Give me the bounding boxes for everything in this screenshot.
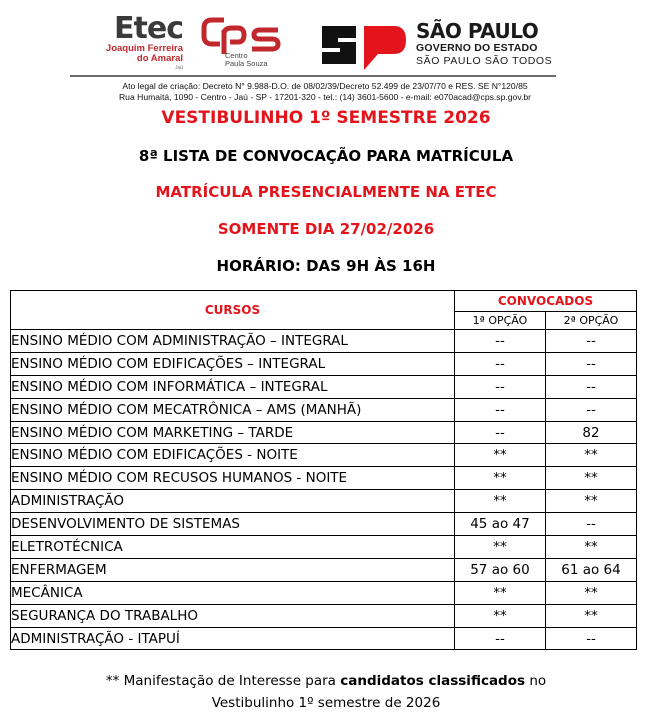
cell-curso: SEGURANÇA DO TRABALHO (11, 604, 455, 627)
footnote (0, 670, 652, 714)
header-opcao-2: 2ª OPÇÃO (545, 312, 636, 330)
table-row (11, 421, 637, 444)
sp-logo-icon (316, 20, 408, 70)
title-vestibulinho: VESTIBULINHO 1º SEMESTRE 2026 (161, 108, 491, 128)
header-cursos: CURSOS (11, 291, 455, 330)
cell-curso: ADMINISTRAÇÃO - ITAPUÍ (11, 627, 455, 650)
cell-curso: ENSINO MÉDIO COM EDIFICAÇÕES – INTEGRAL (11, 352, 455, 375)
cps-logo-caption (225, 52, 268, 68)
cell-opcao-2: -- (545, 513, 636, 536)
cell-curso: ENFERMAGEM (11, 558, 455, 581)
etec-logo-line2: do Amaral (136, 53, 183, 64)
table-row (11, 536, 637, 559)
cell-opcao-2: ** (545, 536, 636, 559)
cell-curso: ENSINO MÉDIO COM MECATRÔNICA – AMS (MANHÃ) (11, 398, 455, 421)
cell-curso: ENSINO MÉDIO COM EDIFICAÇÕES - NOITE (11, 444, 455, 467)
cell-opcao-1: -- (454, 330, 545, 353)
cell-curso: ENSINO MÉDIO COM INFORMÁTICA – INTEGRAL (11, 375, 455, 398)
table-header-row (11, 291, 637, 312)
cell-opcao-2: -- (545, 352, 636, 375)
cell-opcao-2: 61 ao 64 (545, 558, 636, 581)
table-body (11, 330, 637, 650)
sp-logo-line1: GOVERNO DO ESTADO (416, 42, 538, 54)
cps-logo-line1: Centro (225, 51, 248, 60)
cell-opcao-1: ** (454, 604, 545, 627)
legal-info (60, 81, 590, 102)
cell-opcao-2: ** (545, 444, 636, 467)
title-lista: 8ª LISTA DE CONVOCAÇÃO PARA MATRÍCULA (138, 147, 514, 165)
cell-opcao-1: -- (454, 375, 545, 398)
cell-opcao-2: ** (545, 604, 636, 627)
cell-curso: DESENVOLVIMENTO DE SISTEMAS (11, 513, 455, 536)
table-row (11, 352, 637, 375)
cell-opcao-2: -- (545, 398, 636, 421)
footnote-suffix: no (525, 673, 547, 689)
table-row (11, 558, 637, 581)
etec-logo (103, 11, 183, 72)
title-presencial: MATRÍCULA PRESENCIALMENTE NA ETEC (155, 183, 497, 201)
cell-curso: ENSINO MÉDIO COM ADMINISTRAÇÃO – INTEGRAL (11, 330, 455, 353)
cell-opcao-1: -- (454, 398, 545, 421)
convocation-table (10, 290, 637, 650)
cell-curso: ENSINO MÉDIO COM MARKETING – TARDE (11, 421, 455, 444)
footnote-line-2: Vestibulinho 1º semestre de 2026 (211, 695, 441, 711)
header-opcao-1: 1ª OPÇÃO (454, 312, 545, 330)
cell-opcao-1: ** (454, 444, 545, 467)
cell-opcao-2: ** (545, 490, 636, 513)
cell-opcao-2: 82 (545, 421, 636, 444)
sp-logo-line2: SÃO PAULO SÃO TODOS (416, 55, 553, 67)
cell-opcao-1: ** (454, 536, 545, 559)
table-row (11, 581, 637, 604)
legal-line-2: Rua Humaitá, 1090 - Centro - Jaú - SP - 17201-320 - tel.: (14) 3601-5600 - e-mail: e070acad@cps.sp.gov.br (118, 91, 532, 102)
header-divider (70, 75, 556, 77)
cps-logo-line2: Paula Souza (225, 59, 268, 68)
table-row (11, 627, 637, 650)
cell-curso: MECÂNICA (11, 581, 455, 604)
header-logos (0, 0, 652, 76)
table-row (11, 604, 637, 627)
etec-logo-line1: Joaquim Ferreira (105, 43, 183, 54)
footnote-line-1 (0, 670, 652, 692)
table-row (11, 467, 637, 490)
cell-opcao-1: ** (454, 490, 545, 513)
cell-opcao-1: 57 ao 60 (454, 558, 545, 581)
sao-paulo-logo (316, 20, 556, 72)
etec-logo-city: Jaú (174, 65, 183, 71)
table-row (11, 330, 637, 353)
cell-opcao-1: -- (454, 627, 545, 650)
title-data: SOMENTE DIA 27/02/2026 (217, 220, 435, 238)
legal-line-1: Ato legal de criação: Decreto N° 9.988-D.O. de 08/02/39/Decreto 52.499 de 23/07/70 e RES. SE N°120/85 (122, 81, 528, 91)
title-horario: HORÁRIO: DAS 9H ÀS 16H (216, 257, 436, 275)
footnote-prefix: ** Manifestação de Interesse para (105, 673, 341, 689)
cell-opcao-1: ** (454, 467, 545, 490)
cell-opcao-2: -- (545, 627, 636, 650)
footnote-bold: candidatos classificados (340, 673, 526, 689)
cell-opcao-2: ** (545, 467, 636, 490)
table-row (11, 375, 637, 398)
table-row (11, 513, 637, 536)
cell-opcao-2: ** (545, 581, 636, 604)
table-row (11, 444, 637, 467)
table-row (11, 490, 637, 513)
cell-opcao-2: -- (545, 330, 636, 353)
sp-logo-title: SÃO PAULO (416, 19, 539, 43)
cell-opcao-1: ** (454, 581, 545, 604)
cell-curso: ENSINO MÉDIO COM RECUSOS HUMANOS - NOITE (11, 467, 455, 490)
sp-logo-text (416, 20, 552, 68)
table-row (11, 398, 637, 421)
header-convocados: CONVOCADOS (454, 291, 636, 312)
etec-logo-word: Etec (114, 11, 183, 46)
cps-logo-icon (200, 14, 290, 54)
cell-opcao-1: 45 ao 47 (454, 513, 545, 536)
cell-curso: ELETROTÉCNICA (11, 536, 455, 559)
cell-opcao-1: -- (454, 352, 545, 375)
cell-opcao-1: -- (454, 421, 545, 444)
cps-logo (200, 14, 290, 72)
cell-opcao-2: -- (545, 375, 636, 398)
cell-curso: ADMINISTRAÇÃO (11, 490, 455, 513)
